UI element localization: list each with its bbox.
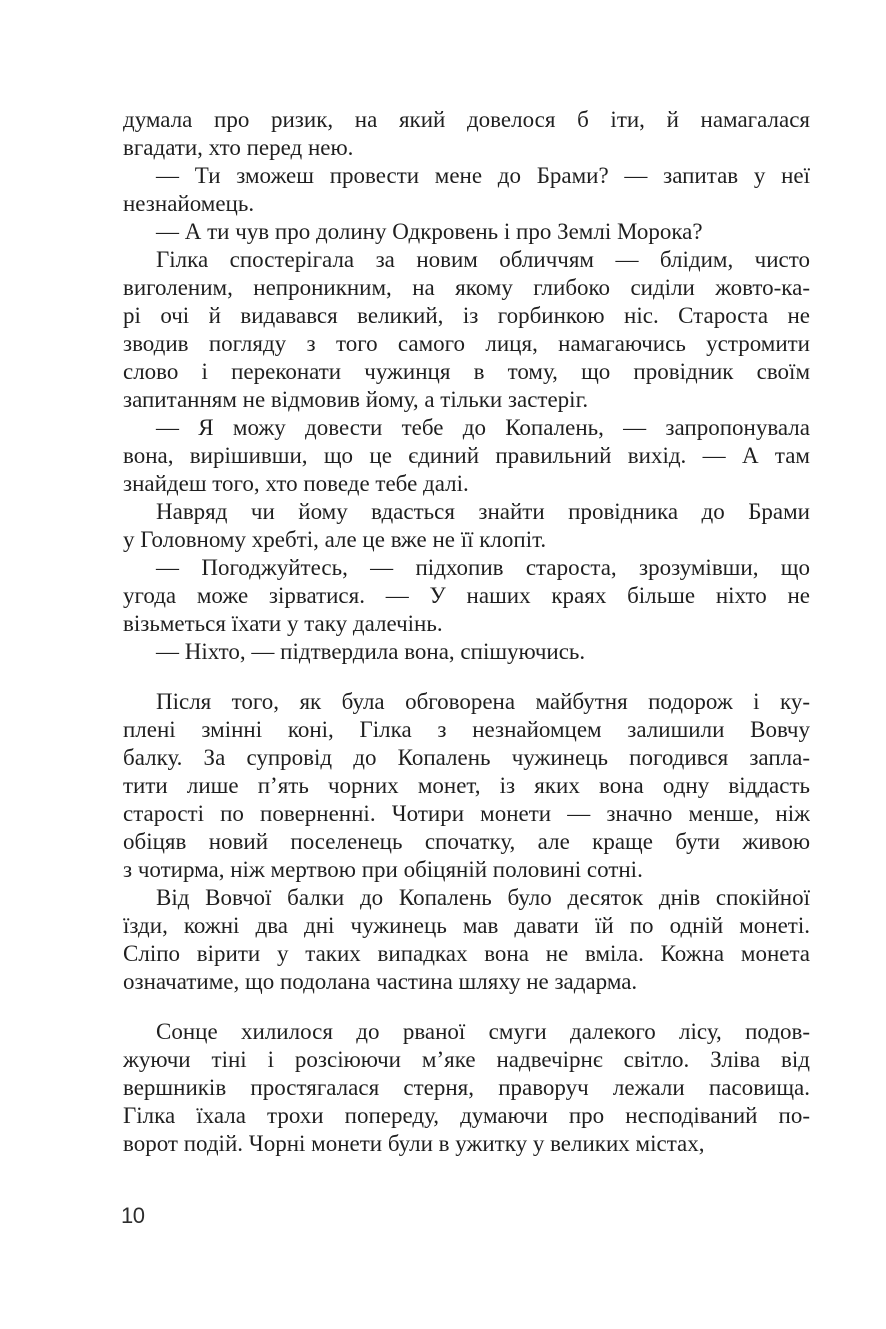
- paragraph: [123, 414, 810, 498]
- paragraph: [123, 638, 810, 666]
- text-line: старості по поверненні. Чотири монети — значно менше, ніж: [123, 801, 810, 826]
- paragraph: [123, 688, 810, 884]
- text-line: Від Вовчої балки до Копалень було десяток днів спокійної: [156, 885, 810, 910]
- text-line: знайдеш того, хто поведе тебе далі.: [123, 471, 469, 496]
- text-line: вершників простягалася стерня, праворуч лежали пасовища.: [123, 1075, 810, 1100]
- text-line: балку. За супровід до Копалень чужинець погодився запла-: [123, 745, 810, 770]
- text-block: [123, 106, 810, 1158]
- paragraph: [123, 162, 810, 218]
- text-line: Після того, як була обговорена майбутня подорож і ку-: [156, 689, 810, 714]
- text-line: вгадати, хто перед нею.: [123, 135, 354, 160]
- text-line: Сліпо вірити у таких випадках вона не вміла. Кожна монета: [123, 941, 810, 966]
- text-line: запитанням не відмовив йому, а тільки застеріг.: [123, 387, 589, 412]
- text-line: вона, вирішивши, що це єдиний правильний вихід. — А там: [123, 443, 810, 468]
- text-line: тити лише п’ять чорних монет, із яких вона одну віддасть: [123, 773, 810, 798]
- paragraph: [123, 106, 810, 162]
- paragraph: [123, 554, 810, 638]
- text-line: Навряд чи йому вдасться знайти провідника до Брами: [156, 499, 810, 524]
- text-line: зводив погляду з того самого лиця, намагаючись устромити: [123, 331, 810, 356]
- text-line: виголеним, непроникним, на якому глибоко сиділи жовто-ка-: [123, 275, 810, 300]
- paragraph: [123, 884, 810, 996]
- text-line: — А ти чув про долину Одкровень і про Землі Морока?: [156, 219, 703, 244]
- text-line: Сонце хилилося до рваної смуги далекого лісу, подов-: [156, 1019, 810, 1044]
- text-line: — Погоджуйтесь, — підхопив староста, зрозумівши, що: [156, 555, 810, 580]
- text-line: означатиме, що подолана частина шляху не задарма.: [123, 969, 638, 994]
- paragraph: [123, 498, 810, 554]
- text-line: Гілка спостерігала за новим обличчям — блідим, чисто: [156, 247, 810, 272]
- text-line: ворот подій. Чорні монети були в ужитку у великих містах,: [123, 1131, 705, 1156]
- text-line: — Я можу довести тебе до Копалень, — запропонувала: [156, 415, 810, 440]
- paragraph: [123, 246, 810, 414]
- text-line: жуючи тіні і розсіюючи м’яке надвечірнє світло. Зліва від: [123, 1047, 810, 1072]
- text-line: угода може зірватися. — У наших краях більше ніхто не: [123, 583, 810, 608]
- text-line: Гілка їхала трохи попереду, думаючи про несподіваний по-: [123, 1103, 810, 1128]
- text-line: — Ніхто, — підтвердила вона, спішуючись.: [156, 639, 586, 664]
- text-line: слово і переконати чужинця в тому, що провідник своїм: [123, 359, 810, 384]
- text-line: думала про ризик, на який довелося б іти, й намагалася: [123, 107, 810, 132]
- text-line: з чотирма, ніж мертвою при обіцяній половині сотні.: [123, 857, 643, 882]
- page-number: 10: [121, 1203, 145, 1228]
- text-line: незнайомець.: [123, 191, 255, 216]
- text-line: обіцяв новий поселенець спочатку, але краще бути живою: [123, 829, 810, 854]
- paragraph: [123, 1018, 810, 1158]
- text-line: у Головному хребті, але це вже не її клопіт.: [123, 527, 547, 552]
- text-line: — Ти зможеш провести мене до Брами? — запитав у неї: [156, 163, 810, 188]
- text-line: їзди, кожні два дні чужинець мав давати їй по одній монеті.: [123, 913, 810, 938]
- text-line: плені змінні коні, Гілка з незнайомцем залишили Вовчу: [123, 717, 810, 742]
- text-line: візьметься їхати у таку далечінь.: [123, 611, 443, 636]
- text-line: рі очі й видавався великий, із горбинкою ніс. Староста не: [123, 303, 810, 328]
- paragraph: [123, 218, 810, 246]
